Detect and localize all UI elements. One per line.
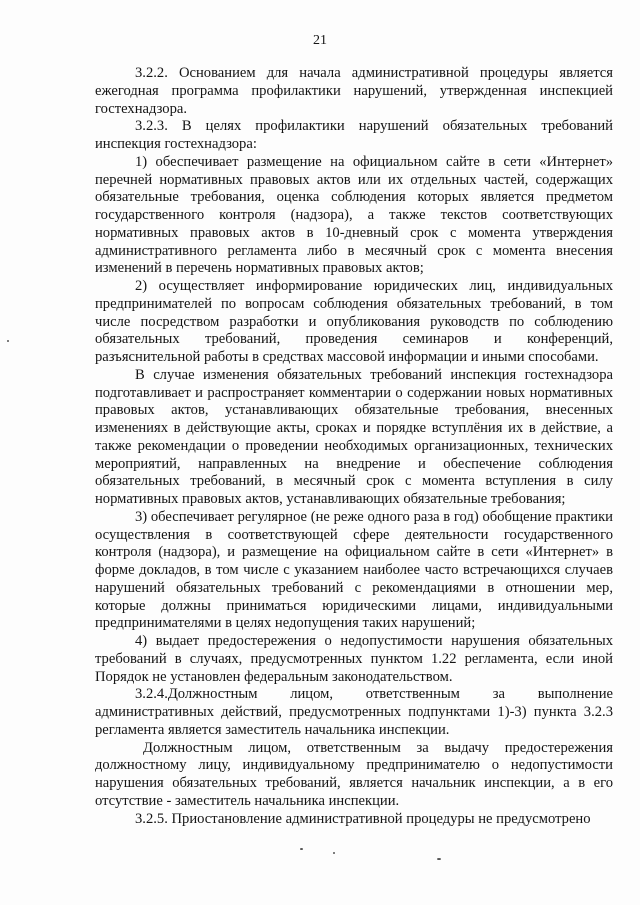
- paragraph-changes: В случае изменения обязательных требований инспекция гостехнадзора подготавливает и распространяет комментарии о содержании новых нормативных правовых актов, устанавливающих обязательные требования, внесенных изменениях в действующие акты, сроках и порядке вступлёния их в действие, а также рекомендации о проведении необходимых организационных, технических мероприятий, направленных на внедрение и обеспечение соблюдения обязательных требований, в месячный срок с момента вступления в силу нормативных правовых актов, устанавливающих обязательные требования;: [95, 366, 613, 507]
- paragraph-item-4: 4) выдает предостережения о недопустимости нарушения обязательных требований в случаях, предусмотренных пунктом 1.22 регламента, если иной Порядок не установлен федеральным законодательством.: [95, 633, 613, 685]
- paragraph-item-2: 2) осуществляет информирование юридических лиц, индивидуальных предпринимателей по вопросам соблюдения обязательных требований, в том числе посредством разработки и опубликования руководств по соблюдению обязательных требований, проведения семинаров и конференций, разъяснительной работы в средствах массовой информации и иными способами.: [95, 278, 613, 365]
- paragraph-3-2-3: 3.2.3. В целях профилактики нарушений обязательных требований инспекция гостехнадзора:: [95, 118, 613, 152]
- page-number: 21: [313, 33, 327, 48]
- paragraph-responsible-official: Должностным лицом, ответственным за выдачу предостережения должностному лицу, индивидуальному предпринимателю о недопустимости нарушения обязательных требований, является начальник инспекции, а в его отсутствие - заместитель начальника инспекции.: [95, 739, 613, 809]
- scan-speck: [300, 848, 303, 850]
- document-body: [95, 65, 613, 828]
- scan-speck: [437, 858, 441, 860]
- paragraph-3-2-5: 3.2.5. Приостановление административной процедуры не предусмотрено: [135, 810, 591, 827]
- paragraph-item-1: 1) обеспечивает размещение на официальном сайте в сети «Интернет» перечней нормативных правовых актов или их отдельных частей, содержащих обязательные требования, оценка соблюдения которых является предметом государственного контроля (надзора), а также текстов соответствующих нормативных правовых актов в 10-дневный срок с момента утверждения административного регламента либо в месячный срок с момента внесения изменений в перечень нормативных правовых актов;: [95, 153, 613, 277]
- paragraph-item-3: 3) обеспечивает регулярное (не реже одного раза в год) обобщение практики осуществления в соответствующей сфере деятельности государственного контроля (надзора), и размещение на официальном сайте в сети «Интернет» в форме докладов, в том числе с указанием наиболее часто встречающихся случаев нарушений обязательных требований с рекомендациями в отношении мер, которые должны приниматься юридическими лицами, индивидуальными предпринимателями в целях недопущения таких нарушений;: [95, 508, 613, 632]
- paragraph-3-2-2: 3.2.2. Основанием для начала административной процедуры является ежегодная программа профилактики нарушений, утвержденная инспекцией гостехнадзора.: [95, 65, 613, 117]
- scan-speck: [333, 852, 335, 854]
- scan-speck: [7, 340, 9, 342]
- paragraph-3-2-4: 3.2.4.Должностным лицом, ответственным за выполнение административных действий, предусмотренных подпунктами 1)-3) пункта 3.2.3 регламента является заместитель начальника инспекции.: [95, 686, 613, 738]
